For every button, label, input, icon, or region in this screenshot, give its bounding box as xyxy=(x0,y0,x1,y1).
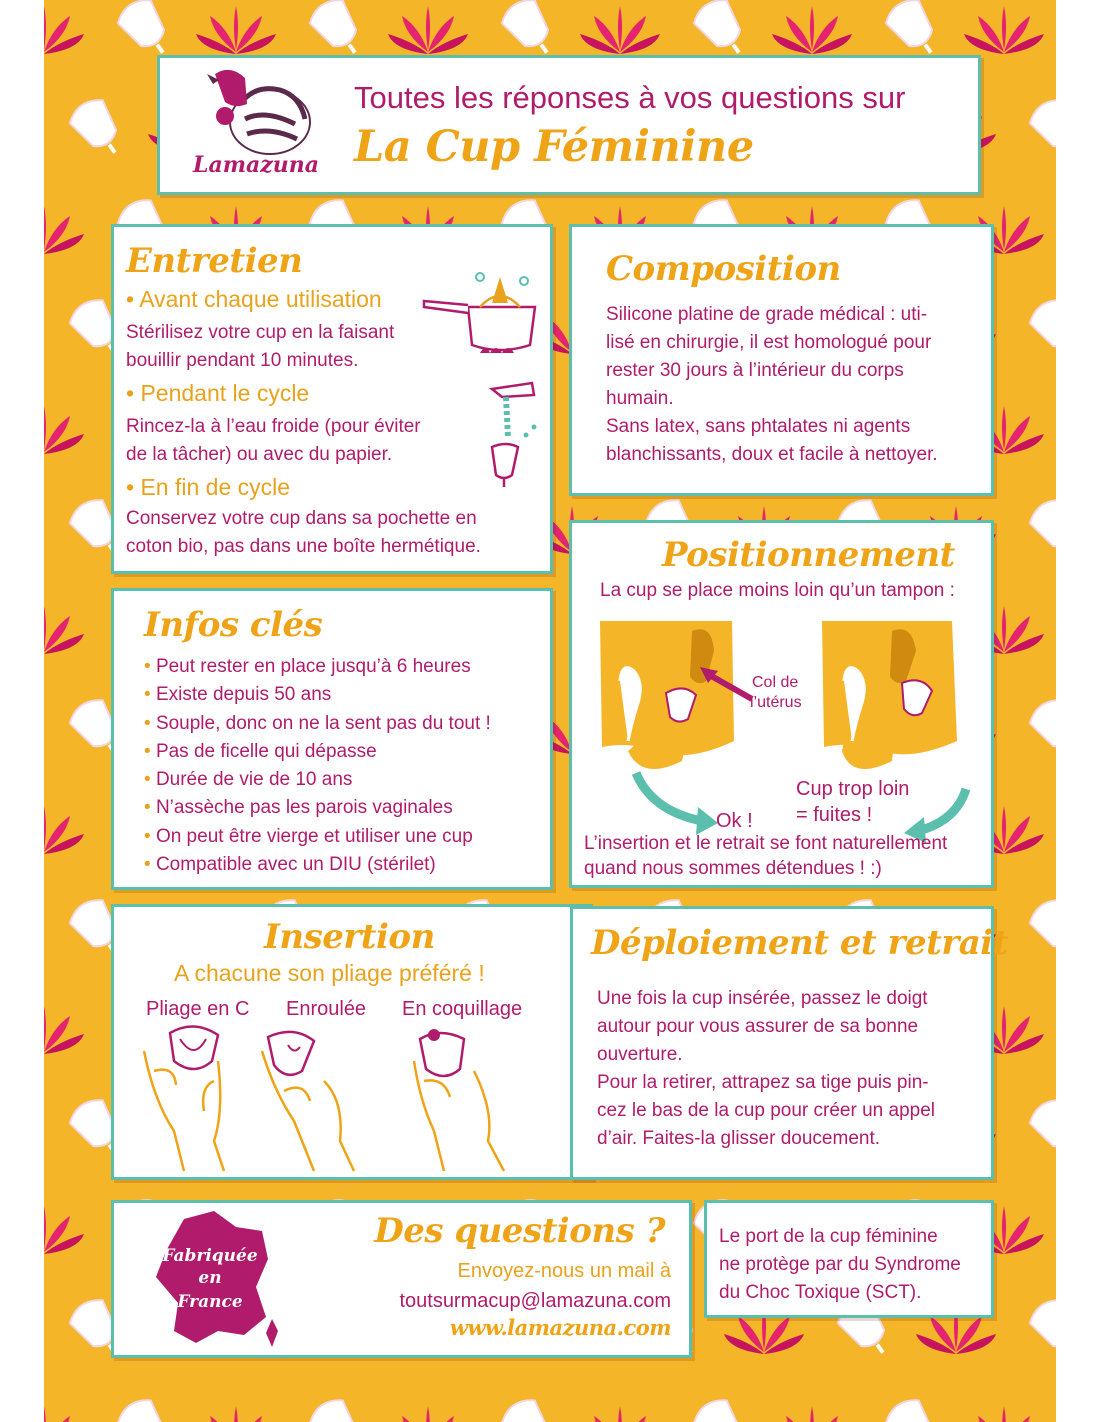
faucet-cup-icon xyxy=(482,375,562,490)
positionnement-intro: La cup se place moins loin qu’un tampon : xyxy=(600,580,955,601)
badge-line-1: Fabriquée xyxy=(162,1246,258,1266)
boiling-pot-icon xyxy=(420,257,540,357)
insertion-card xyxy=(111,904,593,1180)
fold-label-rolled: Enroulée xyxy=(286,998,367,1020)
fold-label-shell: En coquillage xyxy=(402,998,523,1020)
entretien-item-2-text: Rincez-la à l’eau froide (pour éviter de la tâcher) ou avec du papier. xyxy=(126,416,421,465)
entretien-item-2-head: • Pendant le cycle xyxy=(126,380,310,406)
composition-card xyxy=(569,224,994,496)
composition-title: Composition xyxy=(606,249,841,289)
poster-background xyxy=(44,0,1056,1422)
badge-line-2: en xyxy=(198,1268,222,1288)
col-label-2: l’utérus xyxy=(750,694,802,711)
infos-cles-item: • On peut être vierge et utiliser une cup xyxy=(144,823,491,851)
deploiement-title: Déploiement et retrait xyxy=(591,923,1008,963)
infos-cles-item: • Peut rester en place jusqu’à 6 heures xyxy=(144,653,491,681)
contact-website-link[interactable]: www.lamazuna.com xyxy=(449,1315,671,1340)
header-card xyxy=(157,55,981,195)
infos-cles-item: • Pas de ficelle qui dépasse xyxy=(144,738,491,766)
col-label-1: Col de xyxy=(752,674,799,691)
infos-cles-item: • Compatible avec un DIU (stérilet) xyxy=(144,851,491,879)
infos-cles-card xyxy=(111,588,553,890)
positionnement-card xyxy=(569,520,994,888)
infos-cles-item: • Durée de vie de 10 ans xyxy=(144,766,491,794)
positionnement-footer: L’insertion et le retrait se font naturellement quand nous sommes détendues ! :) xyxy=(584,833,948,879)
entretien-card xyxy=(111,224,553,574)
entretien-item-3-text: Conservez votre cup dans sa pochette en coton bio, pas dans une boîte hermétique. xyxy=(126,508,481,557)
positionnement-title: Positionnement xyxy=(662,535,955,575)
fold-label-c: Pliage en C xyxy=(146,998,250,1020)
header-title: La Cup Féminine xyxy=(354,122,754,172)
composition-text: Silicone platine de grade médical : uti- lisé en chirurgie, il est homologué pour rester 30 jours à l’intérieur du corps humain. Sans latex, sans phtalates ni agents blanchissants, doux et facile à nettoyer. xyxy=(606,304,938,465)
ok-label: Ok ! xyxy=(716,810,753,832)
header-line1: Toutes les réponses à vos questions sur xyxy=(354,80,906,115)
contact-line1: Envoyez-nous un mail à xyxy=(457,1260,671,1282)
infos-cles-list xyxy=(144,653,491,879)
entretien-item-1-head: • Avant chaque utilisation xyxy=(126,286,382,312)
france-map-badge xyxy=(144,1207,284,1357)
trop-loin-label-1: Cup trop loin xyxy=(796,778,910,800)
deploiement-card xyxy=(570,906,1008,1180)
insertion-title: Insertion xyxy=(264,917,435,957)
infos-cles-item: • Existe depuis 50 ans xyxy=(144,681,491,709)
contact-email-link[interactable]: toutsurmacup@lamazuna.com xyxy=(399,1290,671,1312)
folding-hands-illustration xyxy=(114,1021,584,1181)
sct-card xyxy=(704,1200,994,1318)
entretien-item-1-text: Stérilisez votre cup en la faisant bouillir pendant 10 minutes. xyxy=(126,322,395,371)
trop-loin-label-2: = fuites ! xyxy=(796,804,873,826)
infos-cles-item: • N’assèche pas les parois vaginales xyxy=(144,794,491,822)
contact-title: Des questions ? xyxy=(374,1211,665,1251)
infos-cles-item: • Souple, donc on ne la sent pas du tout ! xyxy=(144,710,491,738)
entretien-item-3-head: • En fin de cycle xyxy=(126,474,291,500)
insertion-subtitle: A chacune son pliage préféré ! xyxy=(174,960,485,986)
entretien-title: Entretien xyxy=(126,241,303,281)
badge-line-3: France xyxy=(177,1292,243,1312)
brand-text: Lamazuna xyxy=(193,152,319,178)
positionnement-diagram xyxy=(572,611,992,851)
contact-card xyxy=(111,1200,692,1358)
zebra-logo xyxy=(185,64,335,184)
deploiement-text: Une fois la cup insérée, passez le doigt autour pour vous assurer de sa bonne ouverture. Pour la retirer, attrapez sa tige puis pin- cez le bas de la cup pour créer un appel d’air. Faites-la glisser doucement. xyxy=(597,988,935,1149)
infos-cles-title: Infos clés xyxy=(144,605,323,645)
sct-text: Le port de la cup féminine ne protège par du Syndrome du Choc Toxique (SCT). xyxy=(719,1226,961,1303)
